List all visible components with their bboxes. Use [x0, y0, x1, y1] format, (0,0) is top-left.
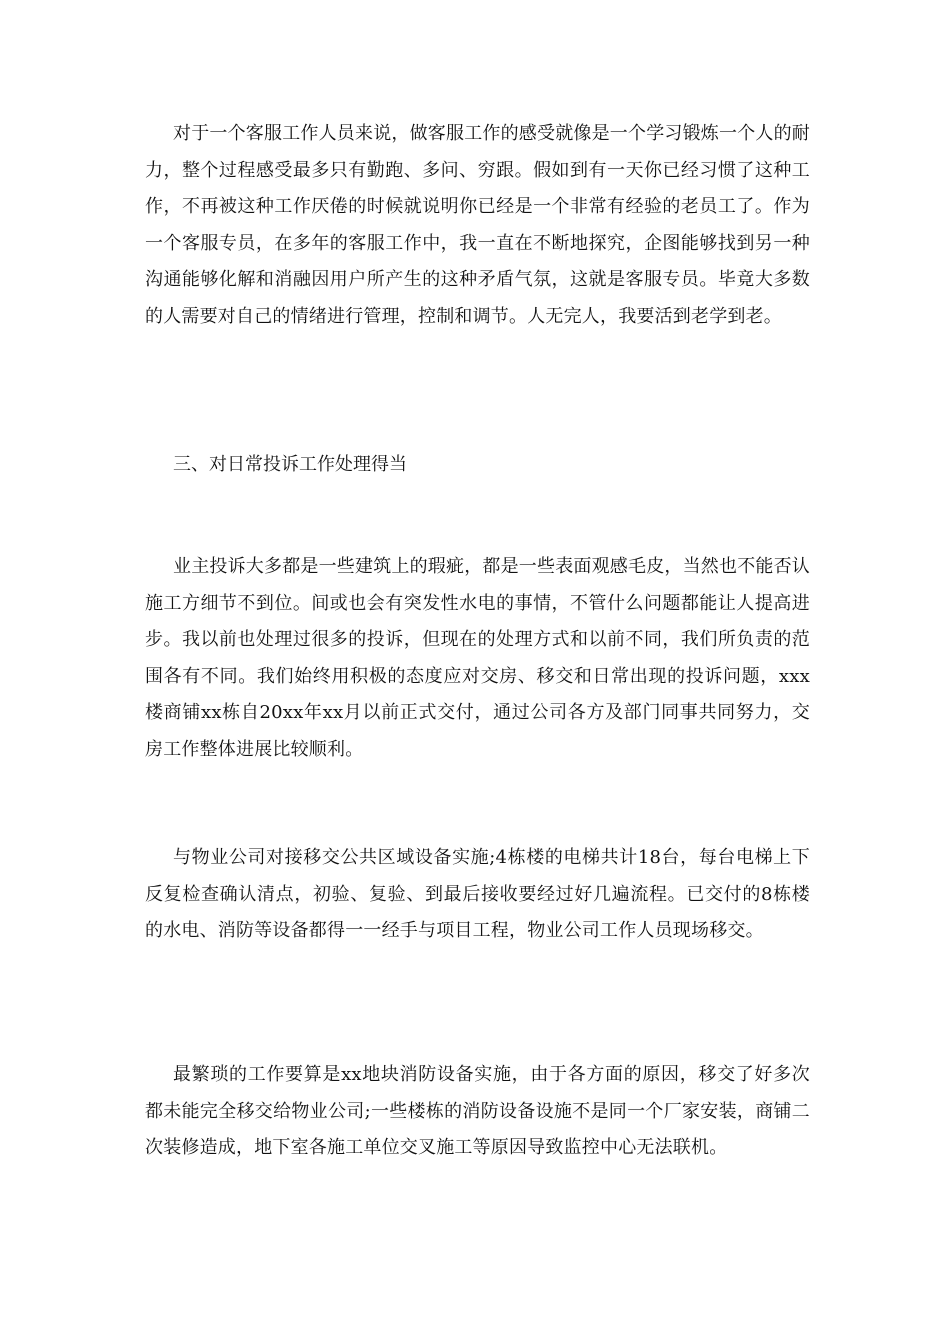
paragraph-property-handover: 与物业公司对接移交公共区域设备实施;4栋楼的电梯共计18台，每台电梯上下反复检查确认清点，初验、复验、到最后接收要经过好几遍流程。已交付的8栋楼的水电、消防等设备都得一一经手与项目工程，物业公司工作人员现场移交。	[145, 847, 810, 941]
section-heading-complaints: 三、对日常投诉工作处理得当	[173, 454, 407, 475]
paragraph-fire-equipment: 最繁琐的工作要算是xx地块消防设备实施，由于各方面的原因，移交了好多次都未能完全移交给物业公司;一些楼栋的消防设备设施不是同一个厂家安装，商铺二次装修造成，地下室各施工单位交叉施工等原因导致监控中心无法联机。	[145, 1064, 810, 1158]
paragraph-complaints: 业主投诉大多都是一些建筑上的瑕疵，都是一些表面观感毛皮，当然也不能否认施工方细节不到位。间或也会有突发性水电的事情，不管什么问题都能让人提高进步。我以前也处理过很多的投诉，但现在的处理方式和以前不同，我们所负责的范围各有不同。我们始终用积极的态度应对交房、移交和日常出现的投诉问题，xxx楼商铺xx栋自20xx年xx月以前正式交付，通过公司各方及部门同事共同努力，交房工作整体进展比较顺利。	[145, 556, 810, 760]
paragraph-customer-service: 对于一个客服工作人员来说，做客服工作的感受就像是一个学习锻炼一个人的耐力，整个过程感受最多只有勤跑、多问、穷跟。假如到有一天你已经习惯了这种工作，不再被这种工作厌倦的时候就说明你已经是一个非常有经验的老员工了。作为一个客服专员，在多年的客服工作中，我一直在不断地探究，企图能够找到另一种沟通能够化解和消融因用户所产生的这种矛盾气氛，这就是客服专员。毕竟大多数的人需要对自己的情绪进行管理，控制和调节。人无完人，我要活到老学到老。	[145, 123, 810, 327]
